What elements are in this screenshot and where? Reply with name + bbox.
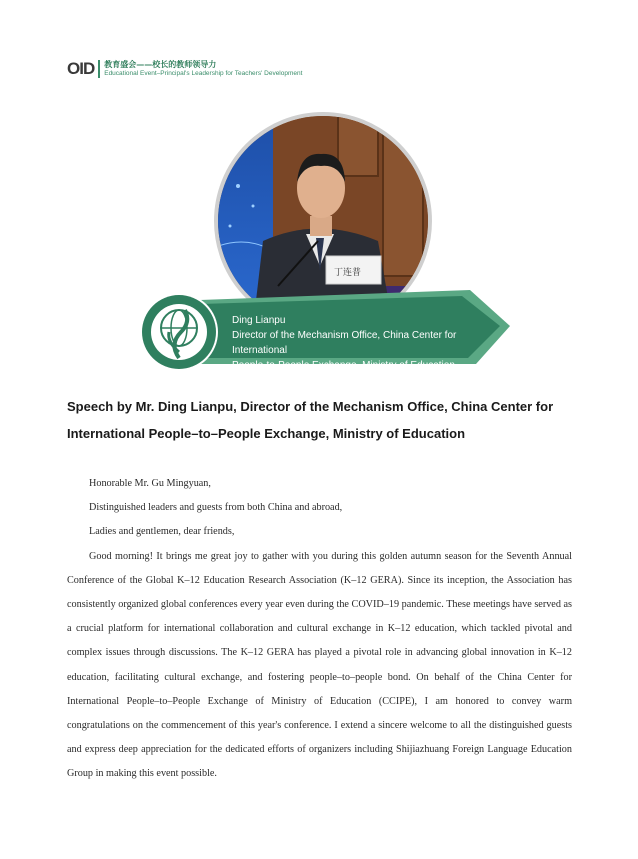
header-text [104,60,302,78]
speaker-banner [200,288,510,371]
association-emblem [139,292,219,372]
speaker-role-line1: Director of the Mechanism Office, China Center for International [232,330,457,356]
paragraph: Ladies and gentlemen, dear friends, [89,526,235,538]
header-title-cn: 教育盛会——校长的教师领导力 [104,60,217,69]
paragraph: Honorable Mr. Gu Mingyuan, [89,478,211,489]
publication-logo: OID [67,60,100,78]
speaker-name: Ding Lianpu [232,315,286,326]
banner-text [232,313,502,373]
paragraph: Distinguished leaders and guests from both China and abroad, [89,502,343,514]
speaker-role-line2: People-to-People Exchange, Ministry of Education [232,360,455,371]
speech-body [67,472,572,787]
speech-title: Speech by Mr. Ding Lianpu, Director of the Mechanism Office, China Center for International People–to–People Exchange, Ministry of Education [67,399,554,441]
header-title-en: Educational Event–Principal's Leadership for Teachers' Development [104,70,303,77]
nameplate-text: 丁连普 [334,268,362,278]
page-header [67,60,302,78]
paragraph: Good morning! It brings me great joy to gather with you during this golden autumn season for the Seventh Annual Conference of the Global K–12 Education Research Association (K–12 GERA). Since its inception, the Association has consistently organized global conferences every year even during the COVID–19 pandemic. These meetings have served as a crucial platform for international collaboration and cultural exchange in K–12 education, which tackled pivotal and complex issues through discussions. The K–12 GERA has played a pivotal role in advancing global innovation in K–12 education, facilitating cultural exchange, and fostering people–to–people bond. On behalf of the China Center for International People–to–People Exchange of Ministry of Education (CCIPE), I am honored to convey warm congratulations on the commencement of this year's conference. I extend a sincere welcome to all the distinguished guests and express deep appreciation for the dedicated efforts of organizers including Shijiazhuang Foreign Language Education Group in making this event possible. [67,550,572,780]
